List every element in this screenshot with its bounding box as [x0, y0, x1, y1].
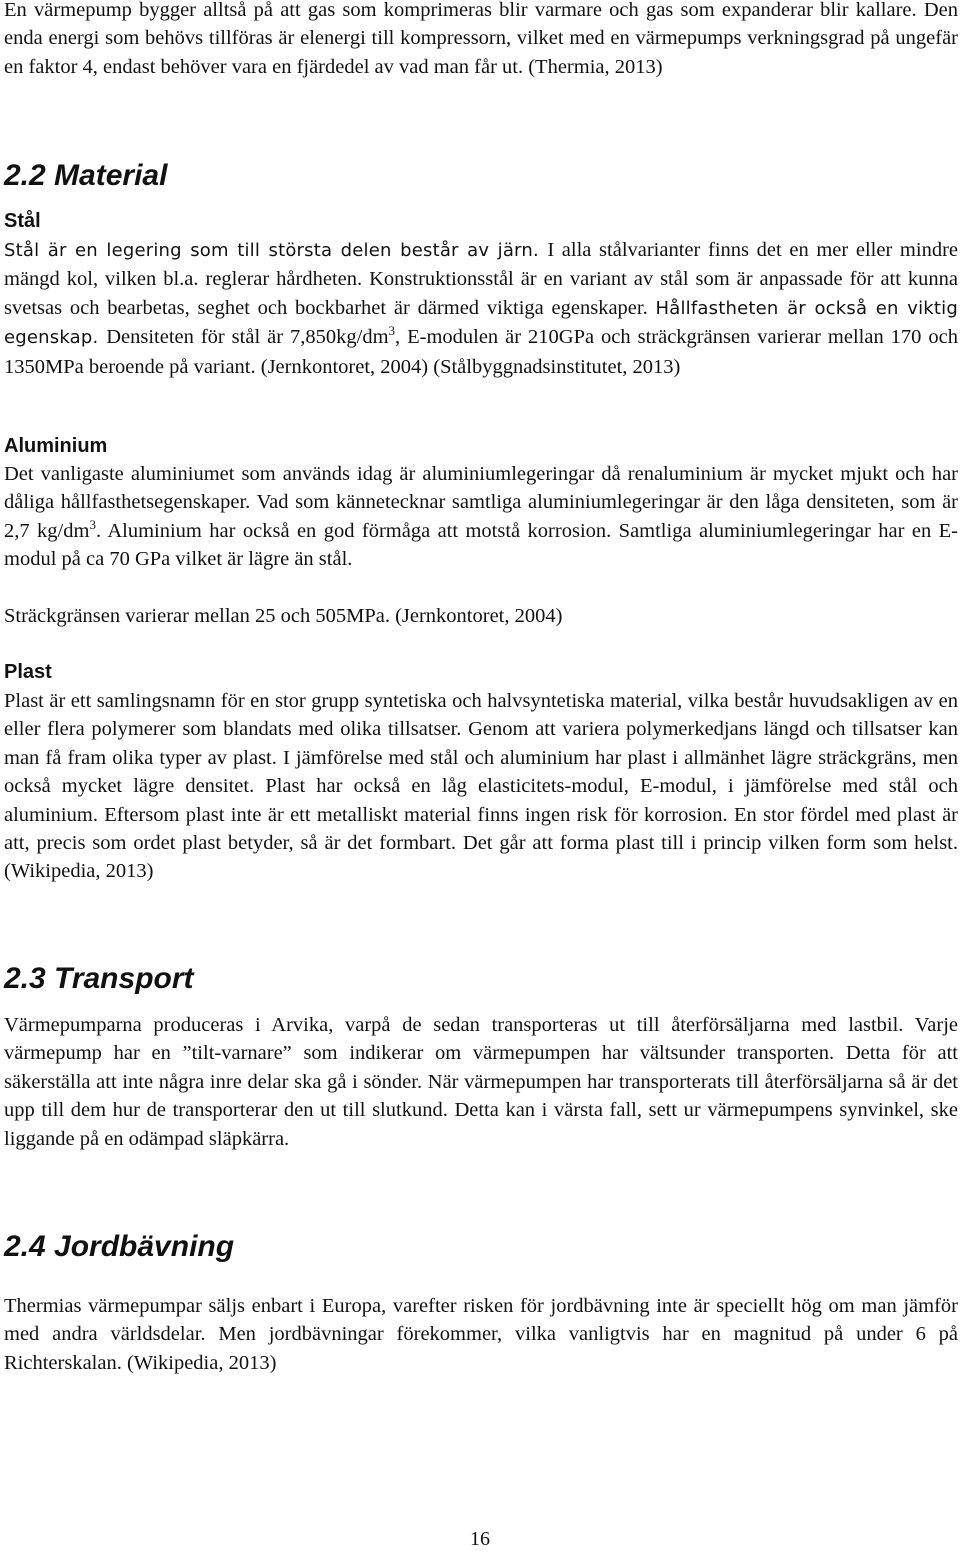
steel-sentence-d: Hållfastheten är också en viktig egenskap.: [4, 297, 958, 349]
earthquake-paragraph: Thermias värmepumpar säljs enbart i Europa, varefter risken för jordbävning inte är speciellt hög om man jämför med andra världsdelar. Men jordbävningar förekommer, vilka vanligtvis har en magnitud på under 6 på Richterskalan. (Wikipedia, 2013): [4, 1295, 958, 1374]
intro-paragraph: En värmepump bygger alltså på att gas som komprimeras blir varmare och gas som expanderar blir kallare. Den enda energi som behövs tillföras är elenergi till kompressorn, vilket med en värmepumps verkningsgrad på ungefär en faktor 4, endast behöver vara en fjärdedel av vad man får ut. (Thermia, 2013): [4, 0, 958, 78]
steel-sentence-b: I alla stålvarianter finns det en mer eller mindre mängd kol, vilken bl.a. reglerar hårdheten.: [4, 239, 958, 291]
steel-sup: 3: [388, 323, 396, 339]
section-heading-transport: 2.3 Transport: [4, 962, 194, 995]
steel-sentence-e1: Densiteten för stål är 7,850kg/dm: [106, 326, 389, 349]
aluminium-yield-paragraph: Sträckgränsen varierar mellan 25 och 505MPa. (Jernkontoret, 2004): [4, 605, 563, 627]
aluminium-text-1: Det vanligaste aluminiumet som används idag är aluminiumlegeringar då renaluminium är mycket mjukt och har dåliga hållfasthetsegenskaper. Vad som kännetecknar samtliga aluminiumlegeringar är den låga densiteten, som är 2,7 kg/dm: [4, 463, 958, 542]
plast-paragraph: Plast är ett samlingsnamn för en stor grupp syntetiska och halvsyntetiska material, vilka består huvudsakligen av en eller flera polymerer som blandats med olika tillsatser. Genom att variera polymerkedjans längd och tillsatser kan man få fram olika typer av plast. I jämförelse med stål och aluminium har plast i allmänhet lägre sträckgräns, men också mycket lägre densitet. Plast har också en låg elasticitets-modul, E-modul, i jämförelse med stål och aluminium. Eftersom plast inte är ett metalliskt material finns ingen risk för korrosion. En stor fördel med plast är att, precis som ordet plast betyder, så är det formbart. Det går att forma plast till i princip vilken form som helst. (Wikipedia, 2013): [4, 690, 958, 883]
steel-sentence-e2: , E-modulen är 210GPa och sträckgränsen varierar mellan 170 och 1350MPa beroende på variant. (Jernkontoret, 2004) (Stålbyggnadsinstitutet, 2013): [4, 326, 958, 378]
steel-sentence-a: Stål är en legering som till största delen består av järn.: [4, 240, 548, 261]
subheading-aluminium: Aluminium: [4, 435, 108, 457]
page-number: 16: [470, 1528, 490, 1550]
transport-paragraph: Värmepumparna produceras i Arvika, varpå de sedan transporteras ut till återförsäljarna med lastbil. Varje värmepump har en ”tilt-varnare” som indikerar om värmepumpen har vältsunder transporten. Detta för att säkerställa att inte några inre delar ska gå i sönder. När värmepumpen har transporterats till återförsäljarna så är det upp till dem hur de transporterar den ut till slutkund. Detta kan i värsta fall, sett ur värmepumpens synvinkel, ske liggande på en odämpad släpkärra.: [4, 1014, 958, 1150]
subheading-steel: Stål: [4, 210, 41, 232]
section-heading-material: 2.2 Material: [4, 159, 168, 192]
aluminium-paragraph: [4, 460, 958, 574]
steel-paragraph: [4, 236, 958, 381]
subheading-plast: Plast: [4, 661, 52, 683]
aluminium-text-2: . Aluminium har också en god förmåga att motstå korrosion. Samtliga aluminiumlegeringar har en E-modul på ca 70 GPa vilket är lägre än stål.: [4, 519, 958, 571]
section-heading-earthquake: 2.4 Jordbävning: [4, 1230, 235, 1263]
aluminium-sup: 3: [89, 516, 96, 532]
steel-sentence-c: Konstruktionsstål är en variant av stål som är anpassade för att kunna svetsas och bearbetas, seghet och bockbarhet är därmed viktiga egenskaper.: [4, 268, 958, 319]
